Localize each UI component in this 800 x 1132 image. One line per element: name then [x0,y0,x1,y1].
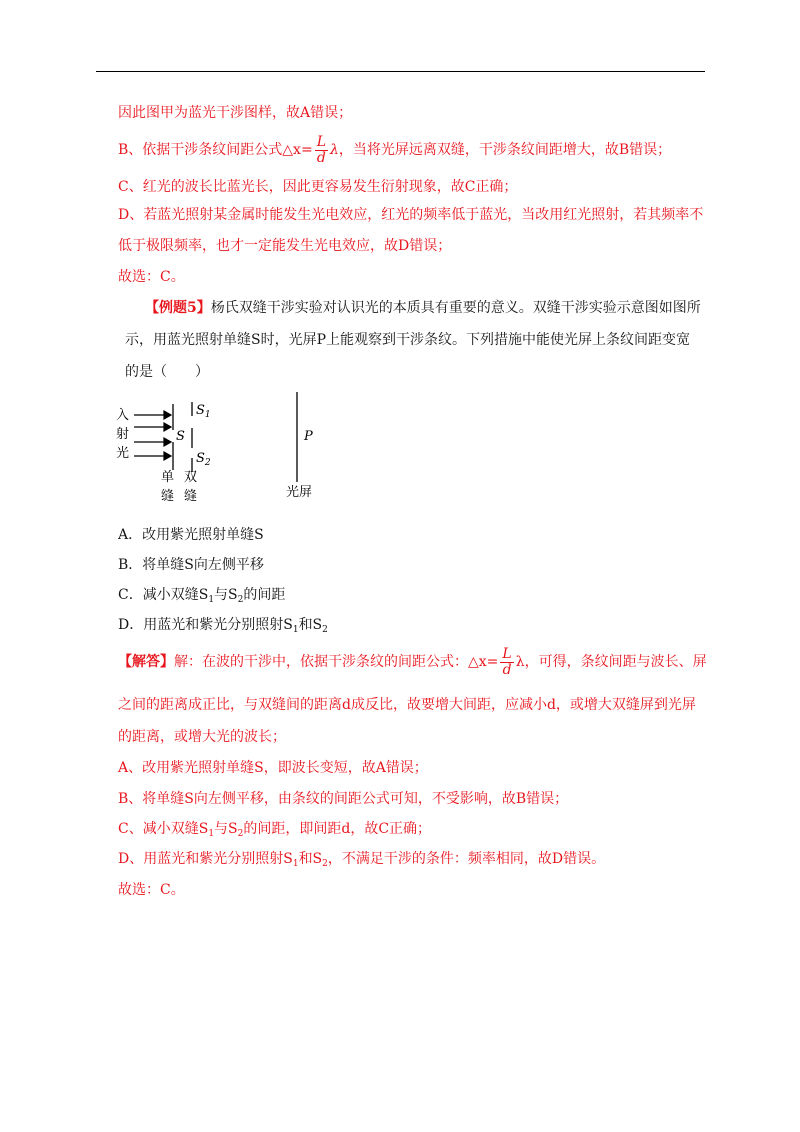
lambda-symbol: λ [329,142,339,158]
light-arrow-head-1 [164,411,171,419]
solution-line-8: 故选：C。 [118,882,185,898]
light-arrow-head-2 [164,423,171,431]
solution-line-2: 之间的距离成正比，与双缝间的距离d成反比，故要增大间距，应减小d，或增大双缝屏到光屏 [118,697,696,713]
formula-outro: ，当将光屏远离双缝，干涉条纹间距增大，故B错误； [338,142,672,158]
example-stem-text-1: 杨氏双缝干涉实验对认识光的本质具有重要的意义。双缝干涉实验示意图如图所 [210,300,701,316]
option-d-letter: D． [118,617,144,633]
option-d: D．用蓝光和紫光分别照射$S_1$和$S_2$ [118,617,328,635]
prev-solution-line-5: 低于极限频率，也才一定能发生光电效应，故D错误； [118,238,452,254]
example-stem-line-2: 示，用蓝光照射单缝S时，光屏P上能观察到干涉条纹。下列措施中能使光屏上条纹间距变宽 [125,332,691,348]
label-double-slit-2: 缝 [184,489,198,504]
option-c-letter: C． [118,587,143,603]
label-double-slit-1: 双 [184,470,198,485]
example-tag: 【例题5】 [145,300,211,316]
solution-line-5: B、将单缝S向左侧平移，由条纹的间距公式可知，不受影响，故B错误； [118,791,569,807]
label-single-slit-2: 缝 [161,489,175,504]
light-arrow-head-3 [164,438,171,446]
label-s: S [176,429,185,444]
prev-solution-line-4: D、若蓝光照射某金属时能发生光电效应，红光的频率低于蓝光，当改用红光照射，若其频率不 [118,207,704,223]
label-screen: 光屏 [286,485,313,500]
example-stem-line-3: 的是（ ） [125,364,209,380]
example-stem-line-1 [145,298,701,318]
solution-line-4: A、改用紫光照射单缝S，即波长变短，故A错误； [118,760,428,776]
prev-solution-line-1: 因此图甲为蓝光干涉图样，故A错误； [118,105,353,121]
solution-line-6: C、减小双缝$S_1$与$S_2$的间距，即间距d，故C正确； [118,821,432,839]
solution-fraction: $\frac{L}{d}$ [502,645,512,678]
label-incident-2: 射 [116,427,130,442]
option-c: C．减小双缝$S_1$与$S_2$的间距 [118,587,286,605]
solution-line-3: 的距离，或增大光的波长； [118,729,286,745]
prev-solution-line-3: C、红光的波长比蓝光长，因此更容易发生衍射现象，故C正确； [118,179,518,195]
label-incident-3: 光 [116,446,130,461]
label-single-slit-1: 单 [161,470,175,485]
fraction-l-over-d: $\frac{L}{d}$ [316,133,326,166]
option-b-letter: B． [118,557,143,573]
solution-line-1: 【解答】解：在波的干涉中，依据干涉条纹的间距公式：△x= $\frac{L}{d}$ λ，可得，条纹间距与波长、屏 [118,645,707,678]
double-slit-diagram [110,392,330,510]
option-b-text: 将单缝S向左侧平移 [142,557,264,573]
option-a [118,525,264,545]
option-a-letter: A． [118,527,143,543]
label-p: P [304,429,313,444]
prev-solution-line-2 [118,133,671,167]
header-rule [96,71,705,72]
option-b [118,555,264,575]
label-incident-1: 入 [116,408,130,423]
label-s1: $S_1$ [196,403,211,420]
label-s2: $S_2$ [196,451,211,468]
prev-solution-line-6: 故选：C。 [118,269,185,285]
light-arrow-head-4 [164,452,171,460]
solution-line-7: D、用蓝光和紫光分别照射$S_1$和$S_2$，不满足干涉的条件：频率相同，故D错误。 [118,851,606,869]
solution-tag: 【解答】 [118,654,174,670]
option-a-text: 改用紫光照射单缝S [142,527,264,543]
formula-intro: B、依据干涉条纹间距公式△x= [118,142,313,158]
